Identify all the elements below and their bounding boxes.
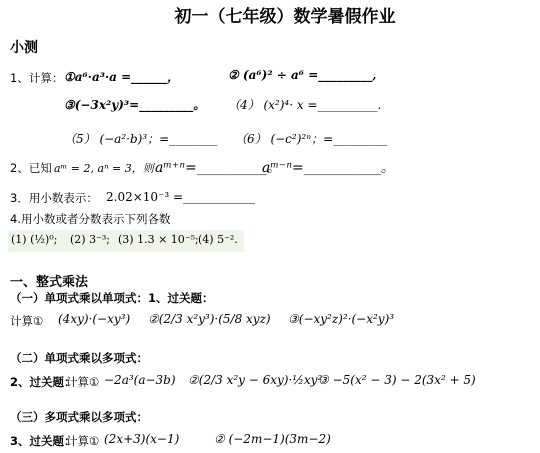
q4-item-4: (4) 5⁻².	[198, 233, 238, 246]
page-title: 初一（七年级）数学暑假作业	[174, 7, 396, 27]
sub2-calc: 计算①	[66, 375, 100, 389]
q2-ask1: aᵐ⁺ⁿ=__________。	[155, 160, 281, 176]
sub1-heading: （一）单项式乘以单项式：1、过关题：	[10, 291, 214, 305]
q2-label: 2、已知	[10, 161, 52, 175]
sub3-calc: 计算①	[66, 434, 100, 448]
q1-item1: ①a⁶·a³·a =______，	[64, 70, 180, 84]
sub3-item-1: (2x+3)(x−1)	[104, 432, 180, 446]
sub3-heading: （三）多项式乘以多项式：	[10, 410, 148, 424]
q1-item2: ② (a⁶)² ÷ a⁶ =_________,	[228, 68, 377, 82]
part1-heading: 一、整式乘法	[10, 275, 89, 290]
quiz-heading: 小测	[10, 40, 38, 56]
q1-item3: ③(−3x²y)³=_________。	[64, 98, 206, 112]
q1-item4: （4） (x²)⁴· x =__________.	[228, 98, 382, 112]
q1-item6: （6） (−c²)²ⁿ；=_________	[235, 132, 388, 146]
q4-items-strip	[8, 230, 244, 252]
q1-item5: （5） (−a²·b)³；=________	[64, 132, 218, 146]
sub2-label: 2、过关题：	[10, 375, 76, 389]
sub3-item-2: ② (−2m−1)(3m−2)	[214, 432, 331, 446]
q1-label: 1、计算：	[10, 71, 64, 85]
sub1-item-3: ③(−xy²z)²·(−x²y)³	[288, 312, 395, 326]
q2-ask2: aᵐ⁻ⁿ=___________。	[262, 160, 395, 176]
sub2-heading: （二）单项式乘以多项式：	[10, 351, 148, 365]
q2-given: aᵐ = 2, aⁿ = 3，则	[54, 162, 154, 175]
q3-expr: 2.02×10⁻³ =____________	[106, 190, 256, 204]
q4-label: 4.用小数或者分数表示下列各数	[10, 212, 171, 226]
sub1-item-2: ②(2/3 x²y³)·(5/8 xyz)	[148, 312, 271, 326]
q4-item-1: (1) (½)⁰;	[11, 233, 58, 246]
sub1-item-1: (4xy)·(−xy³)	[58, 312, 131, 326]
sub2-item-2: ②(2/3 x²y − 6xy)·½xy²	[188, 373, 323, 387]
sub3-label: 3、过关题：	[10, 434, 76, 448]
q4-item-2: (2) 3⁻³;	[70, 233, 110, 246]
sub2-item-1: −2a³(a−3b)	[104, 373, 176, 387]
sub2-item-3: ③ −5(x² − 3) − 2(3x² + 5)	[318, 373, 476, 387]
q4-item-3: (3) 1.3 × 10⁻⁵;	[118, 233, 199, 246]
sub1-calc-label: 计算①	[10, 314, 44, 328]
q3-label: 3．用小数表示：	[10, 191, 98, 205]
